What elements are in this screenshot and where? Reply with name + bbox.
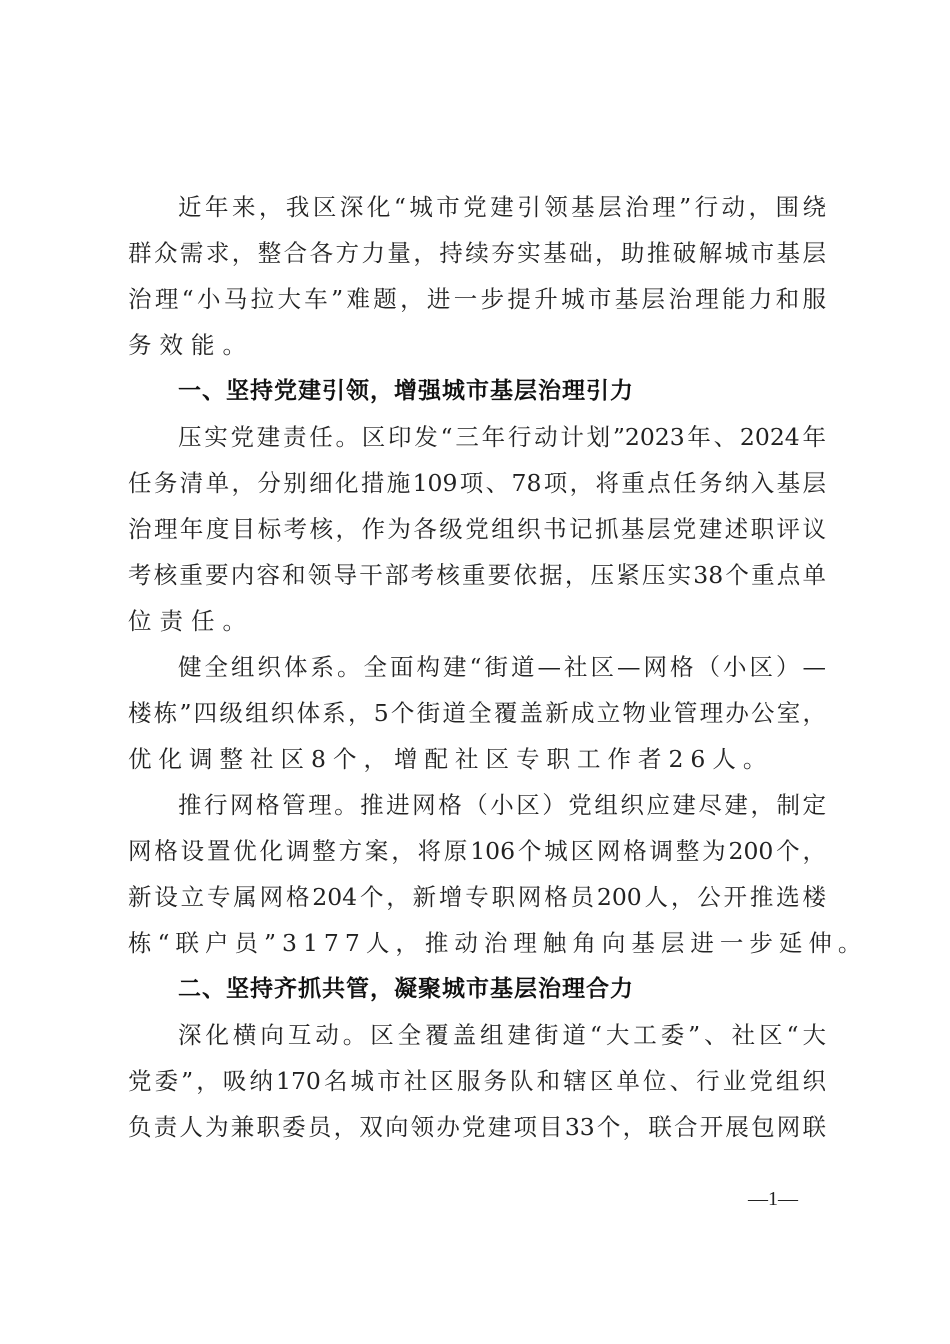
page-number: —1—: [748, 1188, 798, 1210]
paragraph-line: 优化调整社区8个，增配社区专职工作者26人。: [128, 745, 774, 773]
paragraph-line: 压实党建责任。区印发“三年行动计划”2023年、2024年: [178, 423, 826, 451]
section-heading-1: 一、坚持党建引领，增强城市基层治理引力: [178, 378, 634, 404]
intro-line: 群众需求，整合各方力量，持续夯实基础，助推破解城市基层: [128, 239, 826, 267]
document-page: [128, 184, 868, 1150]
intro-line: 务效能。: [128, 331, 254, 359]
section-heading-2: 二、坚持齐抓共管，凝聚城市基层治理合力: [178, 976, 634, 1002]
paragraph-line: 负责人为兼职委员，双向领办党建项目33个，联合开展包网联: [128, 1113, 826, 1141]
paragraph-line: 深化横向互动。区全覆盖组建街道“大工委”、社区“大: [178, 1021, 826, 1049]
paragraph-line: 位责任。: [128, 607, 254, 635]
paragraph-line: 治理年度目标考核，作为各级党组织书记抓基层党建述职评议: [128, 515, 826, 543]
paragraph-line: 任务清单，分别细化措施109项、78项，将重点任务纳入基层: [128, 469, 826, 497]
paragraph-line: 新设立专属网格204个，新增专职网格员200人，公开推选楼: [128, 883, 826, 911]
paragraph-line: 考核重要内容和领导干部考核重要依据，压紧压实38个重点单: [128, 561, 826, 589]
paragraph-line: 党委”，吸纳170名城市社区服务队和辖区单位、行业党组织: [128, 1067, 826, 1095]
paragraph-line: 网格设置优化调整方案，将原106个城区网格调整为200个，: [128, 837, 826, 865]
intro-line: 治理“小马拉大车”难题，进一步提升城市基层治理能力和服: [128, 285, 826, 313]
paragraph-line: 推行网格管理。推进网格（小区）党组织应建尽建，制定: [178, 791, 826, 819]
intro-line: 近年来，我区深化“城市党建引领基层治理”行动，围绕: [178, 193, 826, 221]
paragraph-line: 栋“联户员”3177人，推动治理触角向基层进一步延伸。: [128, 929, 868, 957]
paragraph-line: 楼栋”四级组织体系，5个街道全覆盖新成立物业管理办公室，: [128, 699, 826, 727]
paragraph-line: 健全组织体系。全面构建“街道—社区—网格（小区）—: [178, 653, 826, 681]
